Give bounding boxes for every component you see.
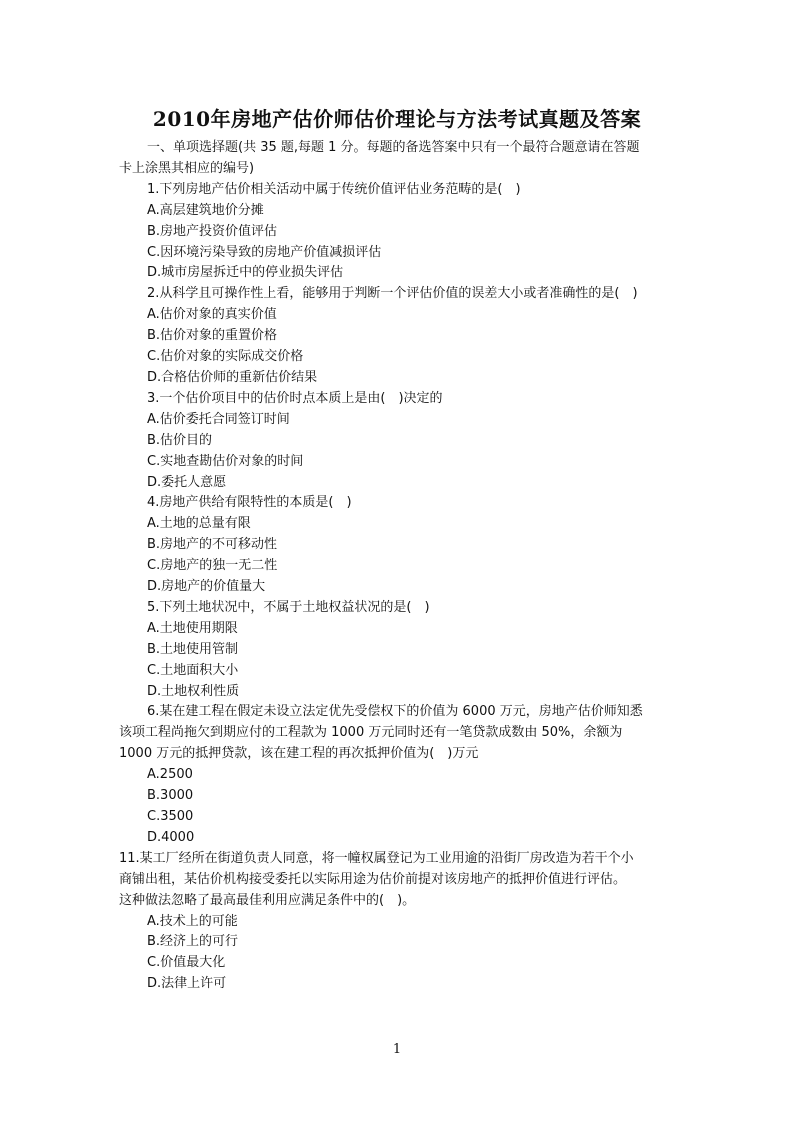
question-1-stem: 1.下列房地产估价相关活动中属于传统价值评估业务范畴的是( )	[147, 181, 521, 197]
question-5-option-b: B.土地使用管制	[147, 641, 239, 657]
question-3-option-c: C.实地查勘估价对象的时间	[147, 453, 304, 469]
question-4-stem: 4.房地产供给有限特性的本质是( )	[147, 495, 352, 511]
question-4-option-b: B.房地产的不可移动性	[147, 537, 278, 553]
question-3-stem: 3.一个估价项目中的估价时点本质上是由( )决定的	[147, 390, 443, 406]
question-11-stem-line-3: 这种做法忽略了最高最佳利用应满足条件中的( )。	[119, 892, 416, 908]
question-1-option-b: B.房地产投资价值评估	[147, 223, 278, 239]
document-body	[119, 138, 679, 995]
question-3-option-b: B.估价目的	[147, 432, 213, 448]
section-header-line-1: 一、单项选择题(共 35 题,每题 1 分。每题的备选答案中只有一个最符合题意请在答题	[147, 140, 640, 155]
question-11-option-d: D.法律上许可	[147, 976, 227, 992]
question-4-option-c: C.房地产的独一无二性	[147, 558, 278, 574]
question-11-stem-line-1: 11.某工厂经所在街道负责人同意，将一幢权属登记为工业用逾的沿街厂房改造为若干个小	[119, 850, 634, 866]
question-11-option-b: B.经济上的可行	[147, 934, 239, 950]
question-6-option-a: A.2500	[147, 767, 193, 783]
question-2-option-c: C.估价对象的实际成交价格	[147, 349, 304, 365]
question-11-option-c: C.价值最大化	[147, 955, 226, 971]
question-6-stem-line-1: 6.某在建工程在假定未设立法定优先受偿权下的价值为 6000 万元，房地产估价师知悉	[147, 704, 643, 720]
question-3-option-d: D.委托人意愿	[147, 474, 227, 490]
section-header-line-2: 卡上涂黑其相应的编号)	[119, 160, 255, 176]
question-2-stem: 2.从科学且可操作性上看，能够用于判断一个评估价值的误差大小或者准确性的是( )	[147, 286, 638, 302]
question-11-option-a: A.技术上的可能	[147, 913, 238, 929]
question-2-option-a: A.估价对象的真实价值	[147, 307, 277, 323]
question-6-option-c: C.3500	[147, 809, 194, 824]
question-6-option-d: D.4000	[147, 829, 195, 845]
document-title: 2010年房地产估价师估价理论与方法考试真题及答案	[152, 107, 642, 131]
question-1-option-a: A.高层建筑地价分摊	[147, 202, 264, 218]
question-2-option-d: D.合格估价师的重新估价结果	[147, 369, 318, 385]
question-11-stem-line-2: 商铺出租，某估价机构接受委托以实际用途为估价前提对该房地产的抵押价值进行评估。	[119, 871, 627, 887]
question-1-option-c: C.因环境污染导致的房地产价值减损评估	[147, 244, 382, 260]
question-6-stem-line-2: 该项工程尚拖欠到期应付的工程款为 1000 万元同时还有一笔贷款成数由 50%，余额为	[119, 725, 623, 741]
question-4-option-d: D.房地产的价值量大	[147, 579, 266, 595]
question-6-option-b: B.3000	[147, 788, 194, 804]
question-2-option-b: B.估价对象的重置价格	[147, 328, 278, 344]
question-5-option-d: D.土地权利性质	[147, 683, 240, 699]
question-5-option-a: A.土地使用期限	[147, 620, 238, 636]
question-3-option-a: A.估价委托合同签订时间	[147, 411, 290, 427]
question-6-stem-line-3: 1000 万元的抵押贷款，该在建工程的再次抵押价值为( )万元	[119, 746, 479, 762]
question-1-option-d: D.城市房屋拆迁中的停业损失评估	[147, 265, 344, 281]
question-5-option-c: C.土地面积大小	[147, 662, 239, 678]
page-number: 1	[392, 1042, 402, 1057]
question-5-stem: 5.下列土地状况中，不属于土地权益状况的是( )	[147, 599, 430, 615]
question-4-option-a: A.土地的总量有限	[147, 516, 251, 532]
